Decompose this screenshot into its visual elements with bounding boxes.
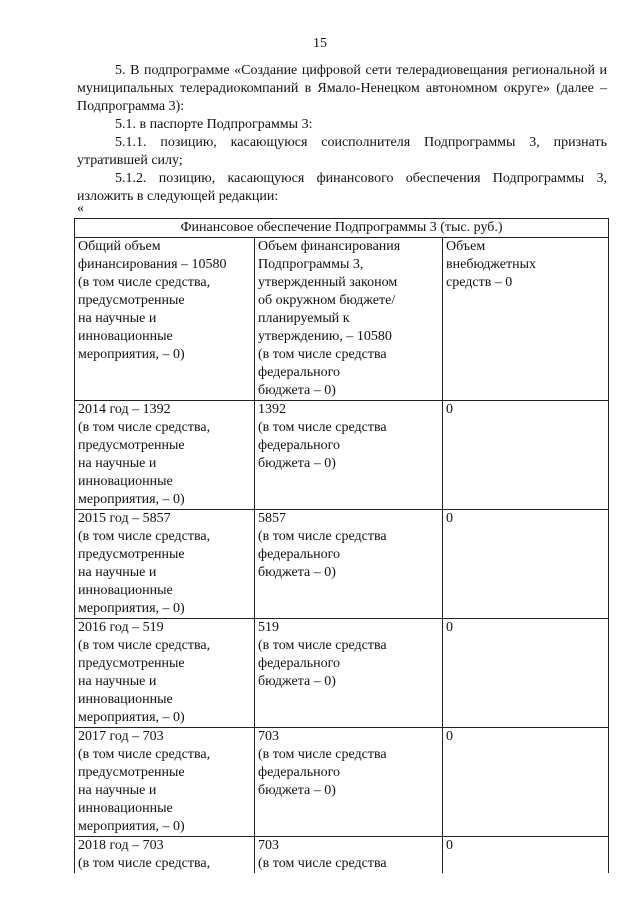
table-row: [75, 619, 609, 728]
opening-quote: «: [77, 201, 84, 216]
table-row: [75, 401, 609, 510]
year-total-cell: 2018 год – 703 (в том числе средства,: [75, 837, 255, 874]
table-row: [75, 837, 609, 874]
extrabudget-cell: 0: [443, 728, 609, 837]
page-number: 15: [313, 36, 327, 51]
paragraph-5-1-1: 5.1.1. позицию, касающуюся соисполнителя Подпрограммы 3, признать утратившей силу;: [77, 135, 607, 168]
budget-cell: 703 (в том числе средства: [255, 837, 443, 874]
budget-cell: 5857 (в том числе средства федерального бюджета – 0): [255, 510, 443, 619]
extrabudget-cell: 0: [443, 510, 609, 619]
table-body: [75, 238, 609, 874]
body-text: [77, 62, 607, 206]
paragraph-5-1: 5.1. в паспорте Подпрограммы 3:: [115, 117, 313, 132]
budget-cell: 519 (в том числе средства федерального бюджета – 0): [255, 619, 443, 728]
header-cell-budget: Объем финансирования Подпрограммы 3, утвержденный законом об окружном бюджете/ планируемый к утверждению, – 10580 (в том числе средства федерального бюджета – 0): [255, 238, 443, 401]
table-row: [75, 510, 609, 619]
budget-cell: 703 (в том числе средства федерального бюджета – 0): [255, 728, 443, 837]
paragraph-5-1-2: 5.1.2. позицию, касающуюся финансового обеспечения Подпрограммы 3, изложить в следующей редакции:: [77, 171, 607, 204]
header-cell-total: Общий объем финансирования – 10580 (в том числе средства, предусмотренные на научные и инновационные мероприятия, – 0): [75, 238, 255, 401]
table-row: [75, 728, 609, 837]
year-total-cell: 2017 год – 703 (в том числе средства, предусмотренные на научные и инновационные мероприятия, – 0): [75, 728, 255, 837]
extrabudget-cell: 0: [443, 837, 609, 874]
extrabudget-cell: 0: [443, 401, 609, 510]
financing-table: [74, 218, 609, 873]
year-total-cell: 2015 год – 5857 (в том числе средства, предусмотренные на научные и инновационные мероприятия, – 0): [75, 510, 255, 619]
table-title: Финансовое обеспечение Подпрограммы 3 (тыс. руб.): [75, 219, 609, 238]
budget-cell: 1392 (в том числе средства федерального бюджета – 0): [255, 401, 443, 510]
header-cell-extrabudget: Объем внебюджетных средств – 0: [443, 238, 609, 401]
year-total-cell: 2016 год – 519 (в том числе средства, предусмотренные на научные и инновационные мероприятия, – 0): [75, 619, 255, 728]
table-header-row: [75, 238, 609, 401]
paragraph-5: 5. В подпрограмме «Создание цифровой сети телерадиовещания региональной и муниципальных телерадиокомпаний в Ямало-Ненецком автономном округе» (далее – Подпрограмма 3):: [77, 63, 607, 114]
extrabudget-cell: 0: [443, 619, 609, 728]
year-total-cell: 2014 год – 1392 (в том числе средства, предусмотренные на научные и инновационные мероприятия, – 0): [75, 401, 255, 510]
